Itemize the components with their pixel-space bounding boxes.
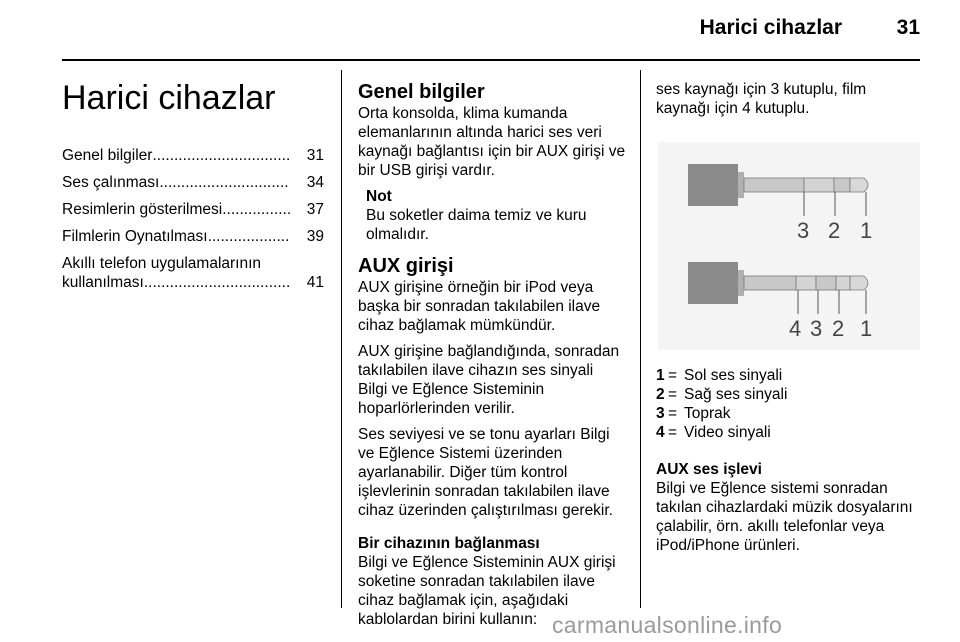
toc — [62, 146, 324, 292]
left-column — [62, 68, 324, 300]
legend-eq: = — [668, 367, 678, 384]
aux-paragraph-1: AUX girişine örneğin bir iPod veya başka bir sonradan takılabilen ilave cihaz bağlamak mümkündür. — [358, 279, 601, 334]
plug3-label-2: 2 — [828, 218, 841, 243]
legend-eq: = — [668, 405, 678, 422]
toc-item-page: 31 — [306, 147, 324, 164]
toc-item-label: Filmlerin Oynatılması — [62, 228, 208, 245]
toc-item[interactable] — [62, 227, 324, 246]
legend-row — [656, 404, 924, 423]
plug3-label-1: 1 — [860, 218, 873, 243]
plug-3-pole — [688, 164, 872, 243]
legend-num: 3 — [656, 405, 665, 422]
aux-func-paragraph: Bilgi ve Eğlence sistemi sonradan takılan cihazlardaki müzik dosyalarını çalabilir, örn. akıllı telefonlar veya iPod/iPhone ürünleri. — [656, 480, 913, 554]
audio-plug-figure — [658, 142, 920, 350]
legend — [656, 366, 924, 442]
legend-text: Toprak — [684, 405, 731, 422]
note-text: Bu soketler daima temiz ve kuru olmalıdır. — [366, 207, 587, 243]
middle-column — [358, 80, 626, 636]
toc-dots: .................................. — [143, 274, 291, 291]
plug4-label-3: 3 — [810, 316, 823, 341]
toc-dots: ................................ — [152, 147, 291, 164]
genel-paragraph: Orta konsolda, klima kumanda elemanlarının altında harici ses veri kaynağı bağlantısı için bir AUX girişi ve bir USB girişi vardır. — [358, 105, 626, 179]
toc-item-label: Genel bilgiler — [62, 147, 153, 164]
legend-eq: = — [668, 386, 678, 403]
right-column — [656, 80, 924, 562]
subsection-title-connect: Bir cihazının bağlanması — [358, 535, 540, 552]
header-rule — [62, 59, 920, 61]
section-title-genel: Genel bilgiler — [358, 81, 485, 103]
legend-num: 1 — [656, 367, 665, 384]
column-divider-1 — [341, 70, 342, 608]
column-divider-2 — [640, 70, 641, 608]
toc-item-page: 34 — [306, 174, 324, 191]
toc-item[interactable] — [62, 200, 324, 219]
watermark: carmanualsonline.info — [552, 612, 783, 638]
toc-dots: ................ — [222, 201, 292, 218]
legend-row — [656, 423, 924, 442]
toc-item[interactable] — [62, 173, 324, 192]
toc-item-page: 39 — [306, 228, 324, 245]
legend-text: Video sinyali — [684, 424, 771, 441]
connect-paragraph: Bilgi ve Eğlence Sisteminin AUX girişi soketine sonradan takılabilen ilave cihaz bağlamak için, aşağıdaki kablolardan birini kullanın: — [358, 554, 616, 628]
plug4-label-4: 4 — [789, 316, 802, 341]
plug-diagram — [658, 142, 920, 350]
toc-dots: ................... — [207, 228, 290, 245]
toc-dots: .............................. — [159, 174, 289, 191]
legend-text: Sağ ses sinyali — [684, 386, 788, 403]
plug4-label-2: 2 — [832, 316, 845, 341]
legend-row — [656, 366, 924, 385]
legend-eq: = — [668, 424, 678, 441]
plug4-label-1: 1 — [860, 316, 873, 341]
toc-item-label: Resimlerin gösterilmesi — [62, 201, 223, 218]
aux-paragraph-2: AUX girişine bağlandığında, sonradan takılabilen ilave cihazın ses sinyali Bilgi ve Eğlence Sisteminin hoparlörlerinden verilir. — [358, 343, 620, 417]
legend-num: 2 — [656, 386, 665, 403]
toc-item-label-line2: kullanılması — [62, 274, 144, 291]
toc-item-multiline[interactable] — [62, 254, 324, 292]
note-box — [366, 187, 626, 244]
subsection-title-aux-func: AUX ses işlevi — [656, 461, 762, 478]
toc-item-page: 37 — [306, 201, 324, 218]
legend-text: Sol ses sinyali — [684, 367, 783, 384]
legend-row — [656, 385, 924, 404]
aux-paragraph-3: Ses seviyesi ve se tonu ayarları Bilgi ve Eğlence Sistemi üzerinden ayarlanabilir. Diğer tüm kontrol işlevlerinin sonradan takılabilen ilave cihaz üzerinden çalıştırılması gerekir. — [358, 426, 613, 519]
toc-item[interactable] — [62, 146, 324, 165]
legend-num: 4 — [656, 424, 665, 441]
chapter-title: Harici cihazlar — [62, 79, 276, 117]
note-label: Not — [366, 188, 392, 205]
plug3-label-3: 3 — [797, 218, 810, 243]
plug-4-pole — [688, 262, 872, 341]
toc-item-label-line1: Akıllı telefon uygulamalarının — [62, 255, 262, 272]
section-title-aux: AUX girişi — [358, 255, 454, 277]
toc-item-label: Ses çalınması — [62, 174, 160, 191]
header-title: Harici cihazlar — [699, 16, 842, 39]
toc-item-page: 41 — [306, 274, 324, 291]
right-intro-paragraph: ses kaynağı için 3 kutuplu, film kaynağı için 4 kutuplu. — [656, 81, 867, 117]
page-number: 31 — [896, 16, 920, 39]
